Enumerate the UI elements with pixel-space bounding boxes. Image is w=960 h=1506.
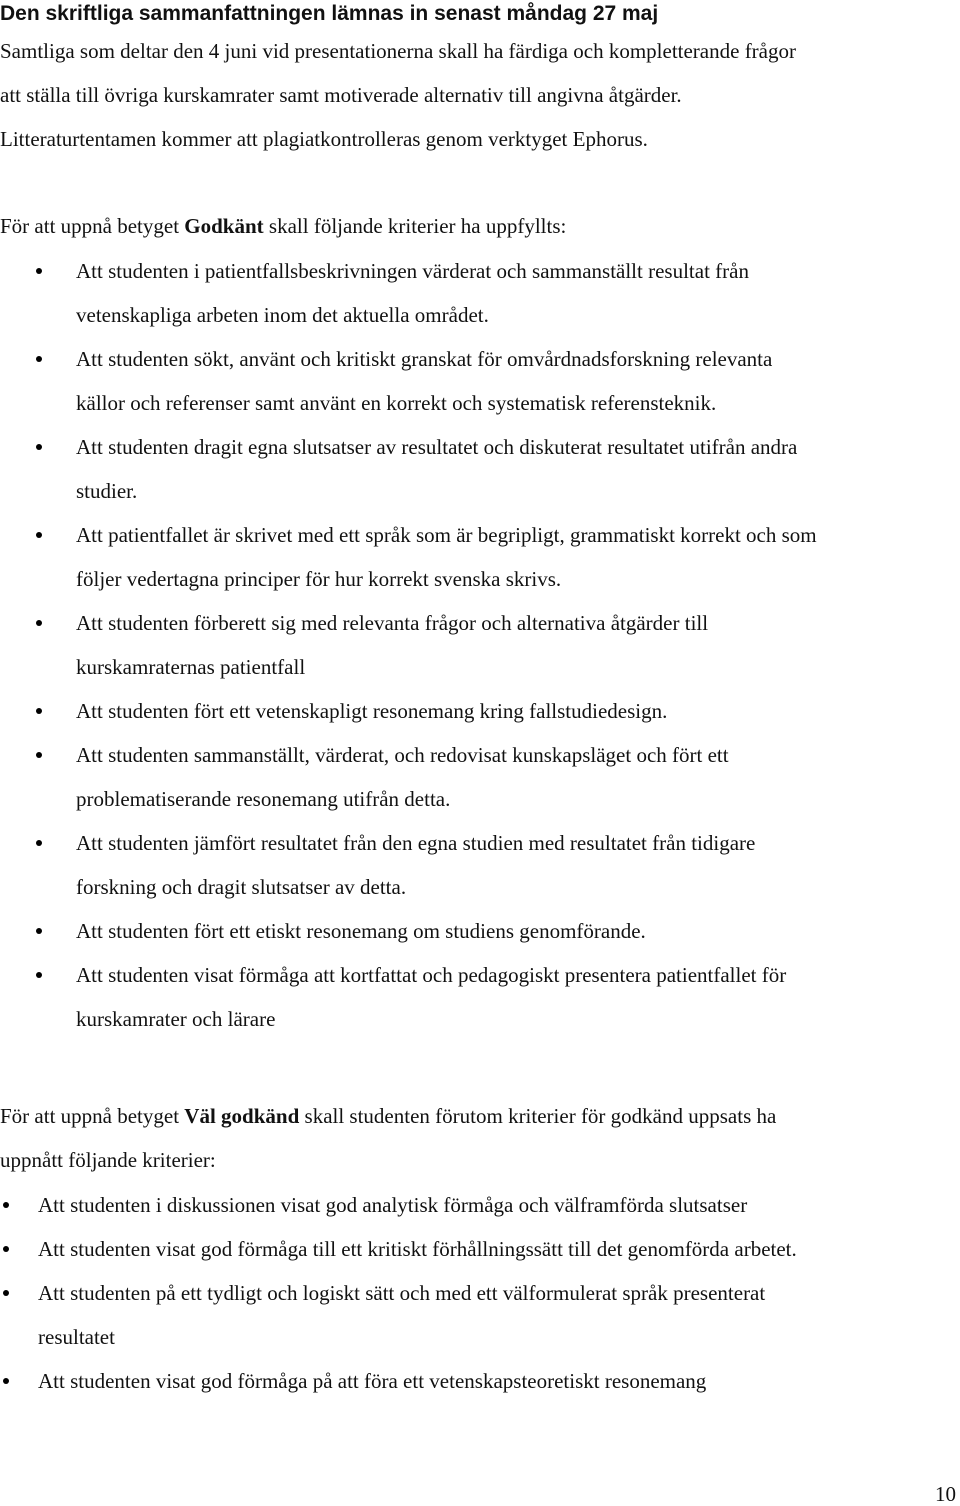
- bullet-icon: [36, 620, 42, 626]
- list-item-text: studier.: [76, 479, 138, 503]
- list-item: [0, 1359, 797, 1403]
- list-item-text: Att studenten i patientfallsbeskrivningen värderat och sammanställt resultat från: [76, 259, 749, 283]
- bullet-icon: [3, 1290, 9, 1296]
- page-number: 10: [935, 1482, 956, 1506]
- godkant-prefix: För att uppnå betyget: [0, 214, 185, 238]
- list-item-text: problematiserande resonemang utifrån detta.: [76, 787, 451, 811]
- bullet-icon: [3, 1202, 9, 1208]
- val-godkand-intro: [0, 1094, 776, 1182]
- list-item-text: Att studenten visat förmåga att kortfattat och pedagogiskt presentera patientfallet för: [76, 963, 787, 987]
- godkant-suffix: skall följande kriterier ha uppfyllts:: [263, 214, 567, 238]
- bullet-icon: [36, 444, 42, 450]
- val-godkand-grade: Väl godkänd: [184, 1104, 300, 1128]
- list-item-text: Att studenten visat god förmåga till ett kritiskt förhållningssätt till det genomförda arbetet.: [38, 1237, 797, 1261]
- list-item: [0, 1183, 797, 1227]
- bullet-icon: [36, 752, 42, 758]
- bullet-icon: [36, 928, 42, 934]
- list-item: [0, 953, 817, 1041]
- list-item-text: vetenskapliga arbeten inom det aktuella området.: [76, 303, 489, 327]
- list-item-text: Att studenten förberett sig med relevanta frågor och alternativa åtgärder till: [76, 611, 709, 635]
- list-item-text: Att studenten sammanställt, värderat, och redovisat kunskapsläget och fört ett: [76, 743, 729, 767]
- bullet-icon: [36, 532, 42, 538]
- list-item: [0, 733, 817, 821]
- godkant-intro: [0, 204, 566, 248]
- bullet-icon: [36, 268, 42, 274]
- intro-line: att ställa till övriga kurskamrater samt motiverade alternativ till angivna åtgärder.: [0, 83, 682, 107]
- list-item: [0, 689, 817, 733]
- bullet-icon: [36, 972, 42, 978]
- bullet-icon: [36, 356, 42, 362]
- list-item-text: resultatet: [38, 1325, 115, 1349]
- list-item-text: Att studenten visat god förmåga på att föra ett vetenskapsteoretiskt resonemang: [38, 1369, 707, 1393]
- list-item-text: Att patientfallet är skrivet med ett språk som är begripligt, grammatiskt korrekt och som: [76, 523, 817, 547]
- list-item: [0, 1271, 797, 1359]
- section-heading: Den skriftliga sammanfattningen lämnas in senast måndag 27 maj: [0, 2, 659, 25]
- list-item-text: källor och referenser samt använt en korrekt och systematisk referensteknik.: [76, 391, 717, 415]
- list-item: [0, 249, 817, 337]
- list-item-text: följer vedertagna principer för hur korrekt svenska skrivs.: [76, 567, 562, 591]
- list-item: [0, 601, 817, 689]
- val-godkand-intro-line: [0, 1094, 776, 1138]
- list-item: [0, 337, 817, 425]
- list-item-text: Att studenten fört ett etiskt resonemang om studiens genomförande.: [76, 919, 646, 943]
- list-item-text: kurskamraternas patientfall: [76, 655, 306, 679]
- list-item: [0, 821, 817, 909]
- list-item: [0, 513, 817, 601]
- val-godkand-suffix: skall studenten förutom kriterier för godkänd uppsats ha: [299, 1104, 777, 1128]
- bullet-icon: [3, 1378, 9, 1384]
- val-godkand-criteria-list: [0, 1183, 797, 1403]
- bullet-icon: [36, 708, 42, 714]
- bullet-icon: [36, 840, 42, 846]
- intro-line: Samtliga som deltar den 4 juni vid presentationerna skall ha färdiga och kompletterande frågor: [0, 39, 796, 63]
- val-godkand-intro-line: uppnått följande kriterier:: [0, 1148, 216, 1172]
- list-item-text: kurskamrater och lärare: [76, 1007, 276, 1031]
- list-item-text: Att studenten sökt, använt och kritiskt granskat för omvårdnadsforskning relevanta: [76, 347, 773, 371]
- bullet-icon: [3, 1246, 9, 1252]
- list-item-text: Att studenten fört ett vetenskapligt resonemang kring fallstudiedesign.: [76, 699, 668, 723]
- list-item-text: Att studenten jämfört resultatet från den egna studien med resultatet från tidigare: [76, 831, 756, 855]
- intro-paragraph: [0, 29, 796, 161]
- list-item-text: Att studenten dragit egna slutsatser av resultatet och diskuterat resultatet utifrån andra: [76, 435, 798, 459]
- list-item: [0, 425, 817, 513]
- list-item-text: Att studenten i diskussionen visat god analytisk förmåga och välframförda slutsatser: [38, 1193, 748, 1217]
- list-item: [0, 909, 817, 953]
- val-godkand-prefix: För att uppnå betyget: [0, 1104, 185, 1128]
- godkant-criteria-list: [0, 249, 817, 1041]
- list-item-text: Att studenten på ett tydligt och logiskt sätt och med ett välformulerat språk presenterat: [38, 1281, 766, 1305]
- intro-line: Litteraturtentamen kommer att plagiatkontrolleras genom verktyget Ephorus.: [0, 127, 648, 151]
- list-item: [0, 1227, 797, 1271]
- godkant-grade: Godkänt: [184, 214, 264, 238]
- list-item-text: forskning och dragit slutsatser av detta.: [76, 875, 407, 899]
